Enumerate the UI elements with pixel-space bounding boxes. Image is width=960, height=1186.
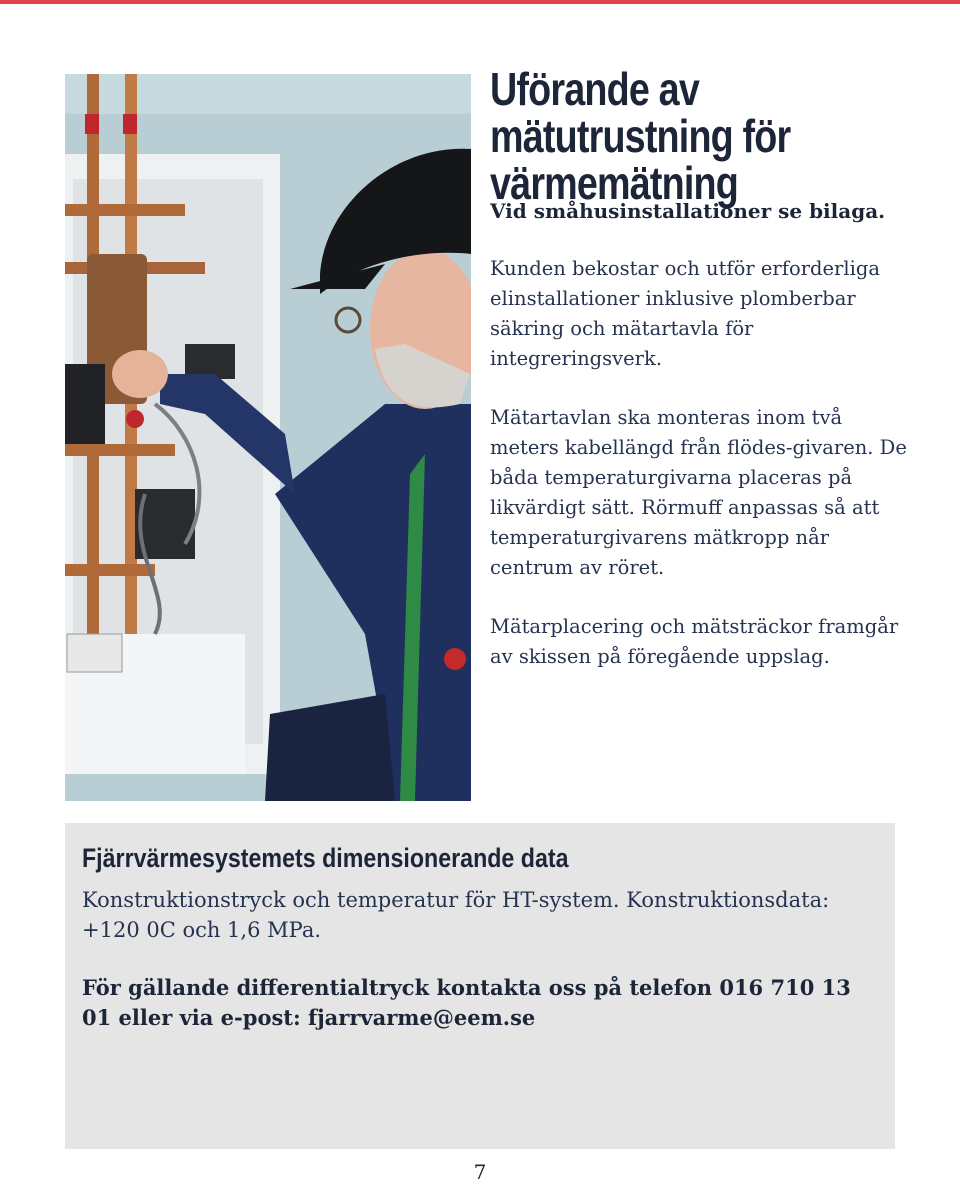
- paragraph-meter-board-placement: Mätartavlan ska monteras inom två meters kabellängd från flödes-givaren. De båda temperaturgivarna placeras på likvärdigt sätt. Rörmuff anpassas så att temperaturgivarens mätkropp når centrum av röret.: [490, 406, 907, 579]
- design-data-text: Konstruktionstryck och temperatur för HT-system. Konstruktionsdata: +120 0C och 1,6 MPa.: [82, 888, 830, 942]
- paragraph-meter-sketch-reference: Mätarplacering och mätsträckor framgår av skissen på föregående uppslag.: [490, 615, 899, 668]
- page-title: Uförande av mätutrustning för värmemätning: [490, 63, 791, 209]
- paragraph-customer-responsibility: Kunden bekostar och utför erforderliga elinstallationer inklusive plomberbar säkring och mätartavla för integreringsverk.: [490, 257, 880, 370]
- page-number: 7: [473, 1160, 487, 1184]
- technician-photo: [65, 74, 471, 801]
- top-accent-rule: [0, 0, 960, 4]
- lead-note: Vid småhusinstallationer se bilaga.: [490, 199, 886, 223]
- design-data-box: [65, 823, 895, 1149]
- contact-text: För gällande differentialtryck kontakta oss på telefon 016 710 13 01 eller via e-post: fjarrvarme@eem.se: [82, 975, 851, 1030]
- design-data-heading: Fjärrvärmesystemets dimensionerande data: [82, 843, 569, 873]
